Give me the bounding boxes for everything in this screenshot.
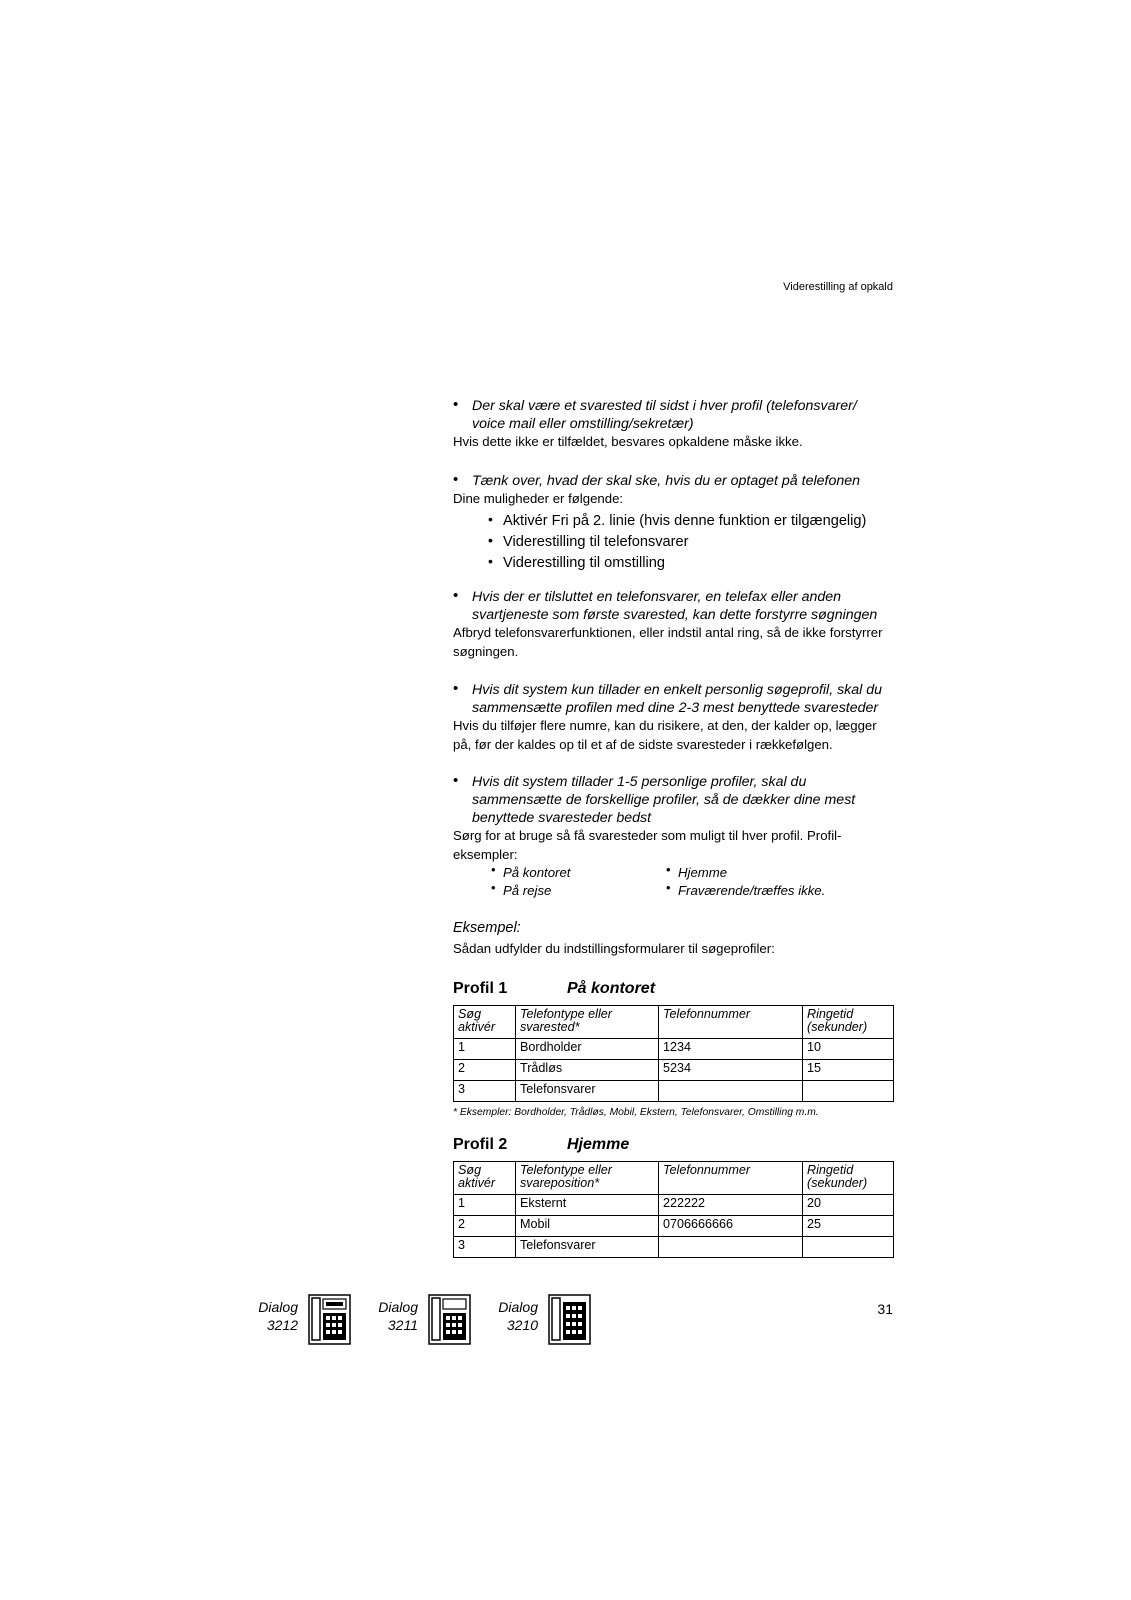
header-cell: Telefonnummer xyxy=(659,1005,803,1038)
bullet-icon: • xyxy=(666,862,671,877)
phone-3210-icon xyxy=(548,1294,592,1346)
phone-label xyxy=(246,1298,298,1334)
header-cell: Telefonnummer xyxy=(659,1161,803,1194)
table-cell xyxy=(803,1080,894,1101)
header-cell: Telefontype eller svarested* xyxy=(516,1005,659,1038)
profile-name: På kontoret xyxy=(567,979,656,997)
bullet-icon: • xyxy=(666,880,671,895)
phone-3212-icon xyxy=(308,1294,352,1346)
phone-model-3212 xyxy=(246,1298,298,1334)
bullet-text: Hvis du tilføjer flere numre, kan du risikere, at den, der kalder op, lægger på, før der kaldes op til et af de sidste svaresteder i rækkefølgen. xyxy=(453,718,877,752)
bullet-icon: • xyxy=(453,680,459,697)
table-cell: 3 xyxy=(454,1080,516,1101)
phone-brand: Dialog xyxy=(378,1299,418,1315)
example-intro: Sådan udfylder du indstillingsformularer til søgeprofiler: xyxy=(453,941,775,956)
phone-label xyxy=(366,1298,418,1334)
bullet-heading: • Der skal være et svarested til sidst i hver profil (telefonsvarer/ voice mail eller omstilling/sekretær) xyxy=(453,396,857,432)
profile-example: • Fraværende/træffes ikke. xyxy=(654,882,874,900)
bullet-text: Sørg for at bruge så få svaresteder som muligt til hver profil. Profil-eksempler: xyxy=(453,828,842,862)
profile-section xyxy=(453,979,893,1120)
bullet-icon: • xyxy=(453,587,459,604)
bullet-heading: • Hvis dit system kun tillader en enkelt personlig søgeprofil, skal du sammensætte profilen med dine 2-3 mest benyttede svaresteder xyxy=(453,680,883,716)
bullet-section xyxy=(453,397,893,452)
header-cell: Søg aktivér xyxy=(454,1005,516,1038)
profile-name: Hjemme xyxy=(567,1135,630,1153)
profile-number: Profil 1 xyxy=(453,979,508,997)
profile-example: • Hjemme xyxy=(654,864,874,882)
header-cell: Søg aktivér xyxy=(454,1161,516,1194)
bullet-section xyxy=(453,681,893,754)
table-header-row xyxy=(454,1161,894,1194)
phone-brand: Dialog xyxy=(258,1299,298,1315)
table-cell: 25 xyxy=(803,1215,894,1236)
header-cell: Ringetid (sekunder) xyxy=(803,1005,894,1038)
page-content xyxy=(453,397,893,1258)
bullet-icon: • xyxy=(491,880,496,895)
table-cell: 1234 xyxy=(659,1038,803,1059)
example-section xyxy=(453,918,893,959)
phone-model: 3210 xyxy=(506,1317,538,1333)
bullet-text: Dine muligheder er følgende: xyxy=(453,490,624,506)
page-number: 31 xyxy=(877,1301,893,1317)
bullet-text: Hvis dette ikke er tilfældet, besvares opkaldene måske ikke. xyxy=(453,434,803,449)
option-list xyxy=(453,511,893,574)
table-cell: 10 xyxy=(803,1038,894,1059)
phone-label xyxy=(486,1298,538,1334)
bullet-icon: • xyxy=(491,862,496,877)
profile-example: • På rejse xyxy=(479,882,654,900)
bullet-icon: • xyxy=(488,532,493,548)
bullet-icon: • xyxy=(453,396,459,413)
table-row xyxy=(454,1194,894,1215)
option-item: • Viderestilling til omstilling xyxy=(488,553,665,571)
table-cell: 5234 xyxy=(659,1059,803,1080)
bullet-section xyxy=(453,472,893,575)
table-row xyxy=(454,1215,894,1236)
table-cell: 1 xyxy=(454,1194,516,1215)
table-row xyxy=(454,1059,894,1080)
option-item: • Aktivér Fri på 2. linie (hvis denne funktion er tilgængelig) xyxy=(488,511,867,529)
bullet-icon: • xyxy=(453,470,459,488)
table-row xyxy=(454,1236,894,1257)
table-row xyxy=(454,1080,894,1101)
table-cell: 1 xyxy=(454,1038,516,1059)
table-cell: 0706666666 xyxy=(659,1215,803,1236)
bullet-icon: • xyxy=(488,553,493,569)
bullet-text: Afbryd telefonsvarerfunktionen, eller indstil antal ring, så de ikke forstyrrer søgningen. xyxy=(453,625,883,659)
table-cell: Telefonsvarer xyxy=(516,1236,659,1257)
table-cell xyxy=(803,1236,894,1257)
phone-model-3211 xyxy=(366,1298,418,1334)
table-cell: Mobil xyxy=(516,1215,659,1236)
bullet-section xyxy=(453,588,893,661)
profile-number: Profil 2 xyxy=(453,1135,508,1153)
profile-example: • På kontoret xyxy=(479,864,654,882)
phone-3211-icon xyxy=(428,1294,472,1346)
table-row xyxy=(454,1038,894,1059)
phone-model: 3212 xyxy=(266,1317,298,1333)
bullet-heading: • Hvis der er tilsluttet en telefonsvarer, en telefax eller anden svartjeneste som første svarested, kan dette forstyrre søgningen xyxy=(453,587,878,623)
running-header: Viderestilling af opkald xyxy=(783,281,893,293)
phone-model-3210 xyxy=(486,1298,538,1334)
profile-examples xyxy=(453,864,893,900)
header-cell: Telefontype eller svareposition* xyxy=(516,1161,659,1194)
table-cell xyxy=(659,1236,803,1257)
table-cell: Bordholder xyxy=(516,1038,659,1059)
table-cell: 2 xyxy=(454,1059,516,1080)
table-cell: Telefonsvarer xyxy=(516,1080,659,1101)
bullet-icon: • xyxy=(453,772,459,789)
profile-table xyxy=(453,1161,894,1258)
bullet-heading: • Hvis dit system tillader 1-5 personlige profiler, skal du sammensætte de forskellige profiler, så de dækker dine mest benyttede svaresteder bedst xyxy=(453,772,856,826)
profile-table xyxy=(453,1005,894,1102)
bullet-heading: • Tænk over, hvad der skal ske, hvis du er optaget på telefonen xyxy=(453,470,861,489)
table-cell: 20 xyxy=(803,1194,894,1215)
table-cell: Trådløs xyxy=(516,1059,659,1080)
header-cell: Ringetid (sekunder) xyxy=(803,1161,894,1194)
table-footnote: * Eksempler: Bordholder, Trådløs, Mobil, Ekstern, Telefonsvarer, Omstilling m.m. xyxy=(453,1106,819,1118)
phone-brand: Dialog xyxy=(498,1299,538,1315)
bullet-section xyxy=(453,773,893,900)
profile-section xyxy=(453,1135,893,1258)
bullet-icon: • xyxy=(488,511,493,527)
table-cell: 222222 xyxy=(659,1194,803,1215)
table-header-row xyxy=(454,1005,894,1038)
profile-heading xyxy=(453,1135,893,1155)
option-item: • Viderestilling til telefonsvarer xyxy=(488,532,689,550)
table-cell: 2 xyxy=(454,1215,516,1236)
table-cell: 3 xyxy=(454,1236,516,1257)
table-cell: Eksternt xyxy=(516,1194,659,1215)
table-cell: 15 xyxy=(803,1059,894,1080)
profile-heading xyxy=(453,979,893,999)
table-cell xyxy=(659,1080,803,1101)
example-label: Eksempel: xyxy=(453,920,521,936)
phone-model: 3211 xyxy=(387,1317,418,1333)
